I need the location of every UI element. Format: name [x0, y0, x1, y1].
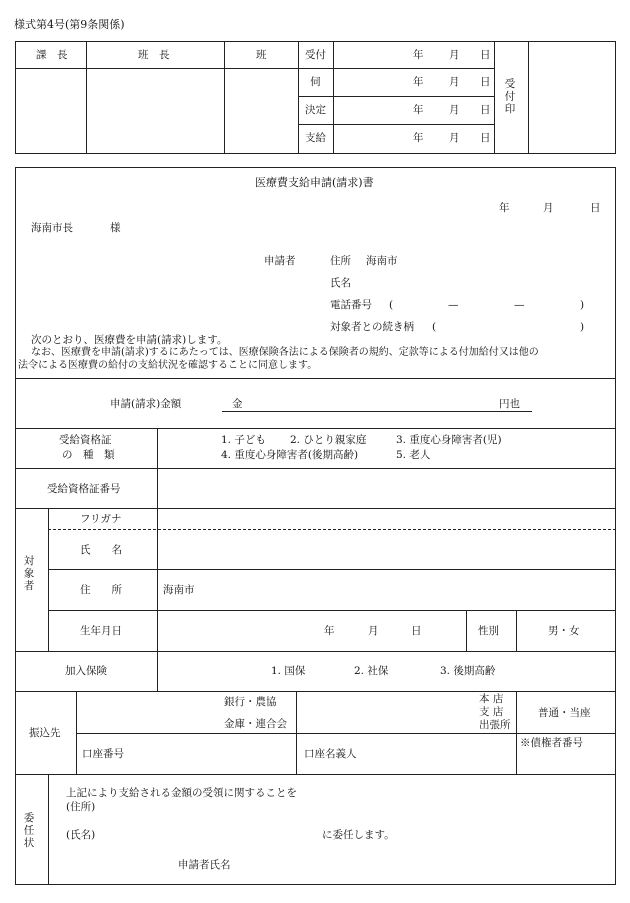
proxy-statement: 上記により支給される金額の受領に関することを — [66, 787, 297, 799]
applicant-phone-label: 電話番号 — [330, 299, 372, 311]
date-month: 月 — [449, 104, 460, 116]
applicant-address-city: 海南市 — [366, 255, 398, 267]
proxy-entrust: に委任します。 — [322, 829, 395, 841]
qualification-option: 3. 重度心身障害者(児) — [396, 434, 502, 446]
date-month: 月 — [449, 49, 460, 61]
kacho-label: 課 長 — [36, 49, 68, 61]
form-title: 医療費支給申請(請求)書 — [255, 176, 374, 189]
amount-label: 申請(請求)金額 — [110, 398, 182, 410]
qualification-option: 1. 子ども — [221, 434, 266, 446]
date-year: 年 — [413, 76, 424, 88]
addressee-honorific: 様 — [110, 222, 121, 234]
application-date-year: 年 — [499, 202, 510, 214]
date-day: 日 — [480, 49, 491, 61]
qualification-type-label: 受給資格証 — [59, 434, 112, 446]
subject-side-label: 対象者 — [22, 555, 35, 593]
statement-line: 法令による医療費の給付の支給状況を確認することに同意します。 — [18, 360, 318, 371]
qualification-option: 2. ひとり親家庭 — [290, 434, 367, 446]
relation-open-paren: ( — [432, 321, 437, 333]
branch-type: 支 店 — [479, 706, 504, 718]
date-month: 月 — [449, 76, 460, 88]
date-year: 年 — [413, 132, 424, 144]
hancho-label: 班 長 — [138, 49, 170, 61]
branch-type: 出張所 — [479, 719, 511, 731]
statement-line: なお、医療費を申請(請求)するにあたっては、医療保険各法による保険者の規約、定款等による付加給付又は他の — [31, 347, 539, 358]
proxy-label: 委任状 — [22, 812, 35, 850]
ukagai-label: 伺 — [310, 76, 321, 88]
amount-underline — [222, 411, 532, 412]
application-form — [15, 167, 616, 885]
furigana-label: フリガナ — [80, 513, 122, 525]
creditor-number-label: ※債権者番号 — [520, 737, 583, 749]
uketsuke-label: 受付 — [305, 49, 326, 61]
phone-dash: — — [514, 299, 525, 311]
application-date-day: 日 — [590, 202, 601, 214]
relation-close-paren: ) — [580, 321, 585, 333]
proxy-applicant-name-label: 申請者氏名 — [178, 859, 231, 871]
date-day: 日 — [480, 132, 491, 144]
insurance-label: 加入保険 — [65, 665, 107, 677]
bank-type: 銀行・農協 — [224, 696, 277, 708]
form-number: 様式第4号(第9条関係) — [14, 18, 125, 31]
date-year: 年 — [413, 104, 424, 116]
han-label: 班 — [256, 49, 267, 61]
amount-kin: 金 — [232, 398, 243, 410]
qualification-type-label: の 種 類 — [62, 449, 115, 461]
applicant-label: 申請者 — [264, 255, 296, 267]
date-year: 年 — [413, 49, 424, 61]
subject-name-label: 氏 名 — [80, 544, 122, 556]
applicant-name-label: 氏名 — [330, 277, 351, 289]
birthdate-year: 年 — [324, 625, 335, 637]
insurance-option: 1. 国保 — [271, 665, 306, 677]
phone-close-paren: ) — [580, 299, 585, 311]
phone-open-paren: ( — [389, 299, 394, 311]
applicant-address-label: 住所 — [330, 255, 351, 267]
application-date-month: 月 — [543, 202, 554, 214]
date-day: 日 — [480, 76, 491, 88]
birthdate-day: 日 — [411, 625, 422, 637]
account-number-label: 口座番号 — [82, 748, 124, 760]
phone-dash: — — [448, 299, 459, 311]
subject-address-city: 海南市 — [163, 584, 195, 596]
sex-options: 男・女 — [548, 625, 580, 637]
birthdate-label: 生年月日 — [80, 625, 122, 637]
qualification-number-label: 受給資格証番号 — [47, 483, 121, 495]
insurance-option: 2. 社保 — [354, 665, 389, 677]
branch-type: 本 店 — [479, 693, 504, 705]
relation-label: 対象者との続き柄 — [330, 321, 414, 333]
stamp-label: 受付印 — [503, 78, 516, 116]
addressee: 海南市長 — [31, 222, 73, 234]
statement-line: 次のとおり、医療費を申請(請求)します。 — [31, 334, 228, 346]
qualification-option: 5. 老人 — [396, 449, 431, 461]
account-type: 普通・当座 — [538, 707, 591, 719]
qualification-option: 4. 重度心身障害者(後期高齢) — [221, 449, 359, 461]
bank-type: 金庫・連合会 — [224, 718, 287, 730]
birthdate-month: 月 — [368, 625, 379, 637]
date-month: 月 — [449, 132, 460, 144]
account-holder-label: 口座名義人 — [304, 748, 357, 760]
shikyu-label: 支給 — [305, 132, 326, 144]
subject-address-label: 住 所 — [80, 584, 122, 596]
sex-label: 性別 — [478, 625, 499, 637]
kettei-label: 決定 — [305, 104, 326, 116]
transfer-label: 振込先 — [29, 727, 61, 739]
proxy-address-label: (住所) — [66, 801, 96, 813]
proxy-name-label: (氏名) — [66, 829, 96, 841]
insurance-option: 3. 後期高齢 — [440, 665, 496, 677]
amount-yen: 円也 — [499, 398, 520, 410]
date-day: 日 — [480, 104, 491, 116]
